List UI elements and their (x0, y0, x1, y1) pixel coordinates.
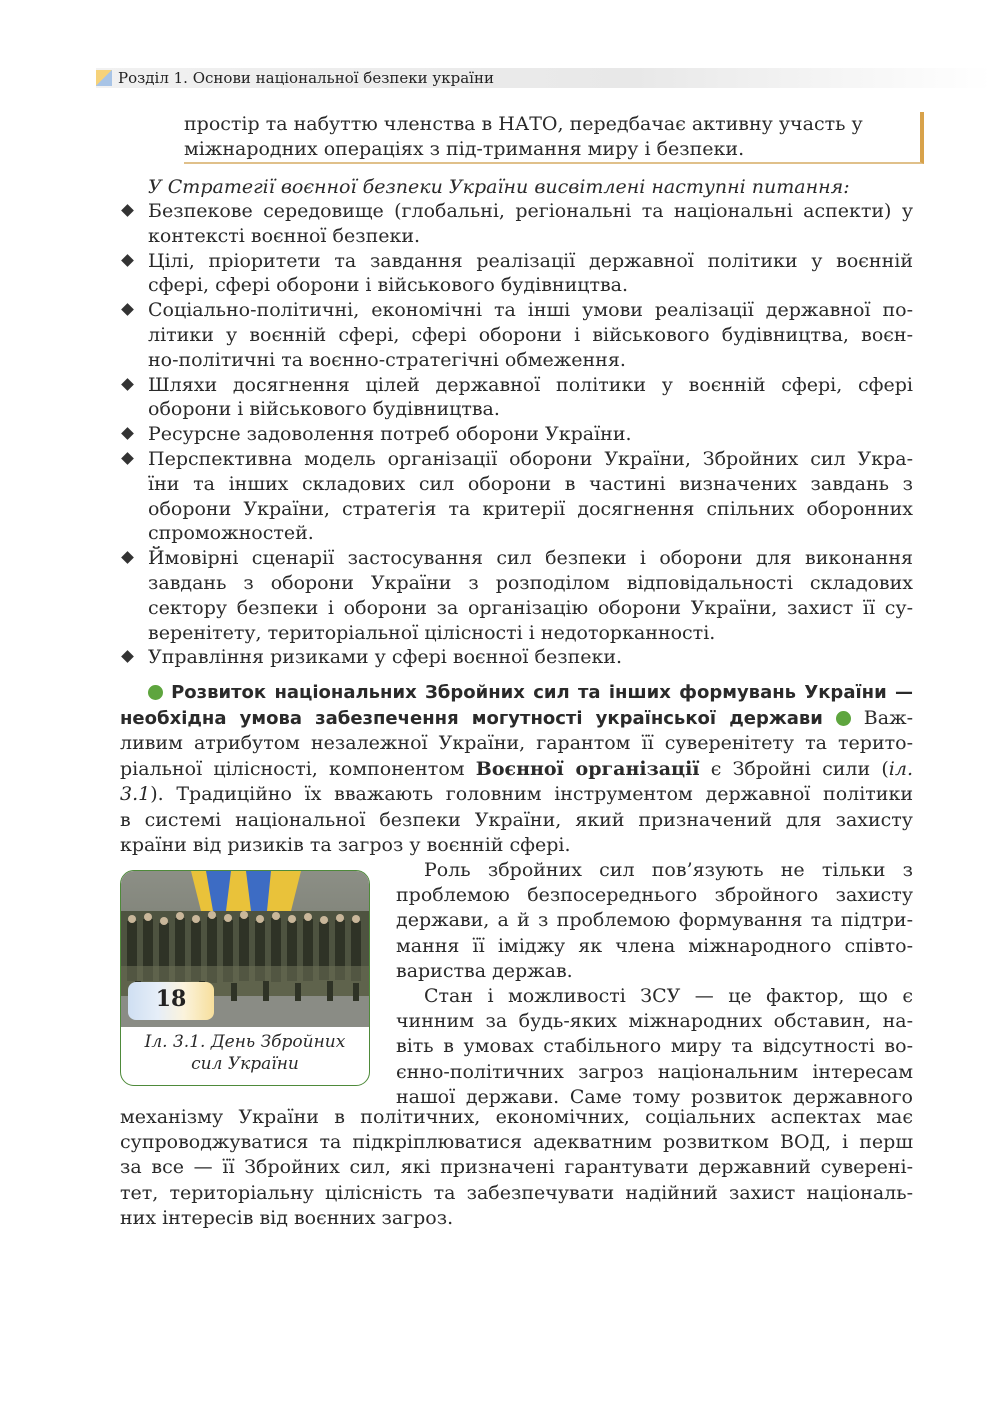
quote-line: простір та набуттю членства в НАТО, передбачає активну участь у (184, 113, 863, 135)
paragraph-line: супроводжуватися та підкріплюватися адекватним розвитком ВОД, і перш (120, 1131, 913, 1154)
page-number: 18 (155, 986, 187, 1012)
paragraph-line: держави, а й з проблемою формування та підтри- (396, 909, 913, 932)
armed-forces-section (120, 680, 913, 859)
paragraph-line: проблемою безпосереднього збройного захисту (396, 884, 913, 907)
chapter-title: Розділ 1. Основи національної безпеки україни (118, 69, 494, 87)
paragraph-line: тет, територіальну цілісність та забезпечувати надійний захист національ- (120, 1181, 913, 1204)
paragraph-line: механізму України в політичних, економічних, соціальних аспектах має (120, 1106, 913, 1128)
list-item: Соціально-політичні, економічні та інші умови реалізації державної по- літики у воєнній сфері, сфері оборони і військового будівництва, воєн- но-політичні та воєнно-стратегічні обмеження. (120, 298, 913, 372)
paragraph-line: Роль збройних сил пов’язують не тільки з (424, 859, 913, 881)
list-item: Ресурсне задоволення потреб оборони України. (120, 422, 913, 447)
diamond-bullet-icon (121, 378, 134, 391)
bottom-paragraph (120, 1105, 913, 1231)
paragraph-line: країни від ризиків та загроз у воєнній сфері. (120, 834, 571, 856)
section-heading-line: Розвиток національних Збройних сил та інших формувань України — (120, 680, 913, 706)
paragraph-line: 3.1). Традиційно їх вважають головним інструментом державної політики (120, 783, 913, 805)
diamond-bullet-icon (121, 452, 134, 465)
paragraph-line: віть в умовах стабільного миру та відсутності во- (396, 1035, 913, 1058)
list-item: Шляхи досягнення цілей державної політики у воєнній сфері, сфері оборони і військового будівництва. (120, 373, 913, 423)
paragraph-line: чинним за будь-яких міжнародних обставин, на- (396, 1010, 913, 1033)
diamond-bullet-icon (121, 303, 134, 316)
diamond-bullet-icon (121, 427, 134, 440)
paragraph-line: в системі національної безпеки України, який призначений для захисту (120, 808, 913, 831)
bold-term: Воєнної організації (475, 757, 700, 780)
list-item: Ймовірні сценарії застосування сил безпеки і оборони для виконання завдань з оборони України з розподілом відповідальності складових сектору безпеки і оборони за організацію оборони України, захист її су- веренітету, територіальної цілісності і недоторканності. (120, 546, 913, 645)
paragraph-line: за все — її Збройних сил, які призначені гарантувати державний суверені- (120, 1156, 913, 1179)
figure-3-1 (120, 870, 370, 1086)
diamond-bullet-icon (121, 650, 134, 663)
list-item: Цілі, пріоритети та завдання реалізації державної політики у воєнній сфері, сфері оборони і військового будівництва. (120, 249, 913, 299)
page-number-badge (128, 982, 214, 1020)
right-column-text (396, 858, 913, 1110)
list-item: Управління ризиками у сфері воєнної безпеки. (120, 645, 913, 670)
paragraph-line: ливим атрибутом незалежної України, гарантом її суверенітету та терито- (120, 732, 913, 754)
diamond-bullet-icon (121, 551, 134, 564)
header-corner-mark (96, 70, 112, 86)
strategy-intro: У Стратегії воєнної безпеки України висвітлені наступні питання: (148, 176, 850, 198)
section-heading-line: необхідна умова забезпечення могутності української держави Важ- (120, 706, 913, 729)
list-item: Безпекове середовище (глобальні, регіональні та національні аспекти) у контексті воєнної безпеки. (120, 199, 913, 249)
green-dot-icon (148, 685, 163, 700)
green-dot-icon (836, 711, 851, 726)
running-header (96, 68, 992, 88)
diamond-bullet-icon (121, 254, 134, 267)
paragraph-line: нашої держави. Саме тому розвиток державного (396, 1085, 913, 1108)
diamond-bullet-icon (121, 204, 134, 217)
paragraph-line: вариства держав. (396, 959, 573, 982)
figure-caption: Іл. 3.1. День Збройних сил України (144, 1032, 346, 1074)
paragraph-line: мання її іміджу як члена міжнародного співто- (396, 934, 913, 957)
paragraph-line: них інтересів від воєнних загроз. (120, 1206, 454, 1229)
paragraph-line: єнно-політичних загроз національним інтересам (396, 1060, 913, 1083)
strategy-topics-list (120, 199, 913, 670)
paragraph-line: ріальної цілісності, компонентом Воєнної організації є Збройні сили (іл. (120, 757, 913, 780)
list-item: Перспективна модель організації оборони України, Збройних сил Укра- їни та інших складових сил оборони в частині визначених завдань з оборони України, стратегія та критерії досягнення спільних оборонних спроможностей. (120, 447, 913, 546)
paragraph-line: Стан і можливості ЗСУ — це фактор, що є (424, 985, 913, 1008)
quote-block (184, 112, 924, 164)
quote-line: міжнародних операціях з під-тримання миру і безпеки. (184, 138, 745, 160)
